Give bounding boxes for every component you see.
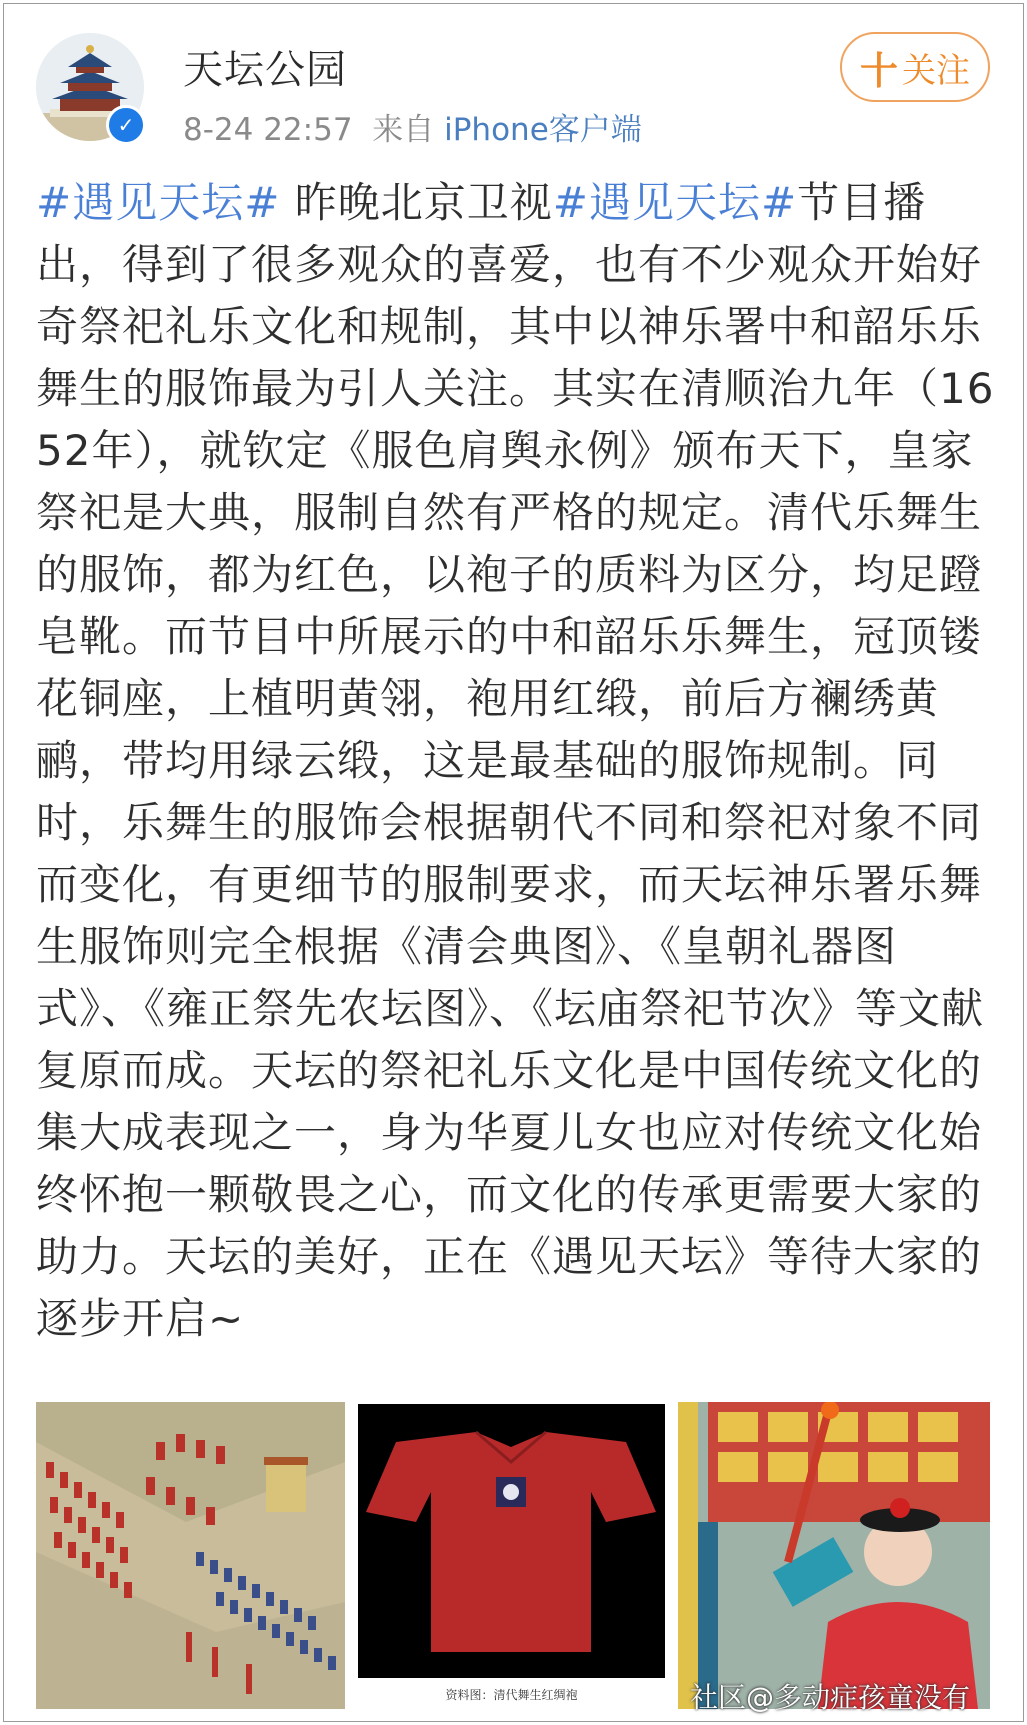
watermark-prefix: 社区	[690, 1681, 747, 1714]
verified-badge-icon: ✓	[106, 105, 146, 145]
performer-photo-image	[678, 1402, 990, 1709]
image-caption: 资料图：清代舞生红绸袍	[445, 1688, 578, 1702]
post-meta	[183, 104, 642, 149]
source-prefix: 来自	[372, 112, 435, 148]
follow-button[interactable]	[840, 32, 990, 102]
watermark	[690, 1676, 970, 1716]
follow-label: 关注	[902, 50, 970, 91]
image-performer-photo[interactable]	[678, 1402, 990, 1709]
watermark-user: @多动症孩童没有	[746, 1681, 971, 1714]
text-segment-1: 昨晚北京卫视	[280, 178, 553, 227]
post-text	[36, 172, 996, 1350]
ceremony-painting-image	[36, 1402, 345, 1709]
timestamp: 8-24 22:57	[183, 112, 353, 148]
topic-link[interactable]: #遇见天坛#	[36, 178, 281, 227]
red-robe-image	[356, 1402, 667, 1682]
username[interactable]: 天坛公园	[183, 47, 347, 93]
source-client[interactable]: iPhone客户端	[444, 112, 642, 148]
text-segment-2: 节目播出，得到了很多观众的喜爱，也有不少观众开始好奇祭祀礼乐文化和规制，其中以神乐署中和韶乐乐舞生的服饰最为引人关注。其实在清顺治九年（1652年），就钦定《服色肩舆永例》颁布天下，皇家祭祀是大典，服制自然有严格的规定。清代乐舞生的服饰，都为红色，以袍子的质料为区分，均足蹬皂靴。而节目中所展示的中和韶乐乐舞生，冠顶镂花铜座，上植明黄翎，袍用红缎，前后方襕绣黄鹂，带均用绿云缎，这是最基础的服饰规制。同时，乐舞生的服饰会根据朝代不同和祭祀对象不同而变化，有更细节的服制要求，而天坛神乐署乐舞生服饰则完全根据《清会典图》、《皇朝礼器图式》、《雍正祭先农坛图》、《坛庙祭祀节次》等文献复原而成。天坛的祭祀礼乐文化是中国传统文化的集大成表现之一，身为华夏儿女也应对传统文化始终怀抱一颗敬畏之心，而文化的传承更需要大家的助力。天坛的美好，正在《遇见天坛》等待大家的逐步开启~	[36, 178, 995, 1343]
plus-icon: 十	[859, 48, 898, 93]
image-red-robe[interactable]	[356, 1402, 667, 1709]
topic-link[interactable]: #遇见天坛#	[552, 178, 798, 227]
image-ceremony-painting[interactable]	[36, 1402, 345, 1709]
